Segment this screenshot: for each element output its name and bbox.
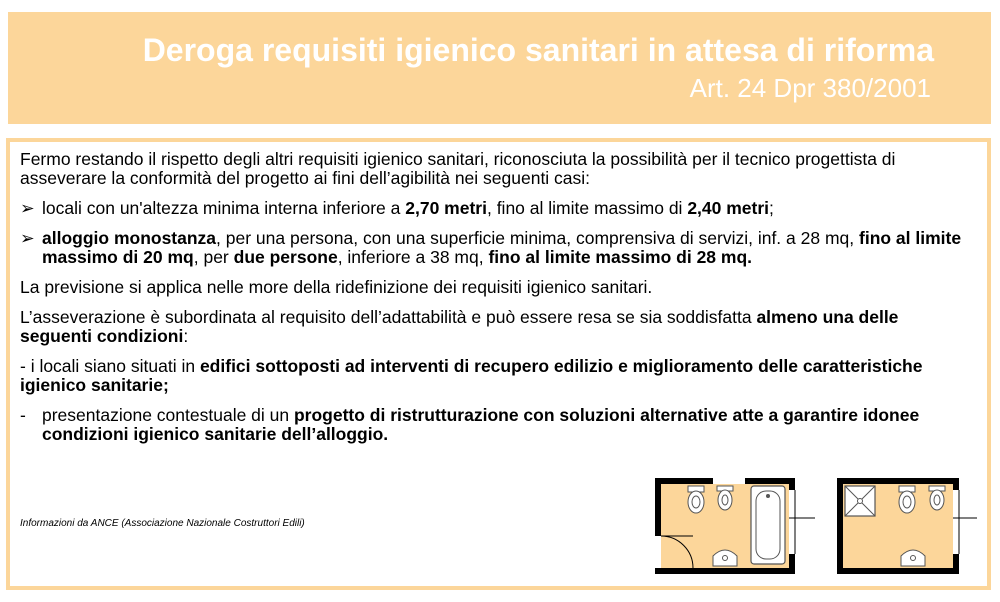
- previsione-paragraph: La previsione si applica nelle more della ridefinizione dei requisiti igienico sanitari.: [20, 277, 653, 297]
- bathroom-plan-shower-icon: [837, 478, 977, 574]
- intro-paragraph: Fermo restando il rispetto degli altri requisiti igienico sanitari, riconosciuta la possibilità per il tecnico progettista di asseverare la conformità del progetto ai fini dell’agibilità nei seguenti casi:: [20, 149, 896, 188]
- bullet-arrow-icon: ➢: [20, 228, 35, 248]
- dash-marker: -: [20, 405, 26, 425]
- page-subtitle: Art. 24 Dpr 380/2001: [689, 73, 931, 103]
- body-text: [20, 150, 975, 455]
- header-banner: [8, 12, 991, 124]
- page-title: Deroga requisiti igienico sanitari in attesa di riforma: [142, 32, 934, 68]
- content-box: [6, 138, 991, 590]
- bullet-height: ➢ locali con un'altezza minima interna inferiore a 2,70 metri, fino al limite massimo di 2,40 metri;: [20, 198, 774, 218]
- source-note: Informazioni da ANCE (Associazione Nazionale Costruttori Edili): [20, 518, 305, 529]
- bullet-arrow-icon: ➢: [20, 198, 35, 218]
- condition-1: - i locali siano situati in edifici sottoposti ad interventi di recupero edilizio e miglioramento delle caratteristiche igienico sanitarie;: [20, 356, 923, 395]
- bullet-monostanza: ➢ alloggio monostanza, per una persona, con una superficie minima, comprensiva di servizi, inf. a 28 mq, fino al limite massimo di 20 mq, per due persone, inferiore a 38 mq, fino al limite massimo di 28 mq.: [20, 228, 962, 267]
- bathroom-plan-bathtub-icon: [655, 478, 815, 574]
- asseverazione-paragraph: L’asseverazione è subordinata al requisito dell’adattabilità e può essere resa se sia soddisfatta almeno una delle seguenti condizioni:: [20, 307, 899, 346]
- condition-2: - presentazione contestuale di un progetto di ristrutturazione con soluzioni alternative atte a garantire idonee condizioni igienico sanitarie dell’alloggio.: [20, 405, 920, 444]
